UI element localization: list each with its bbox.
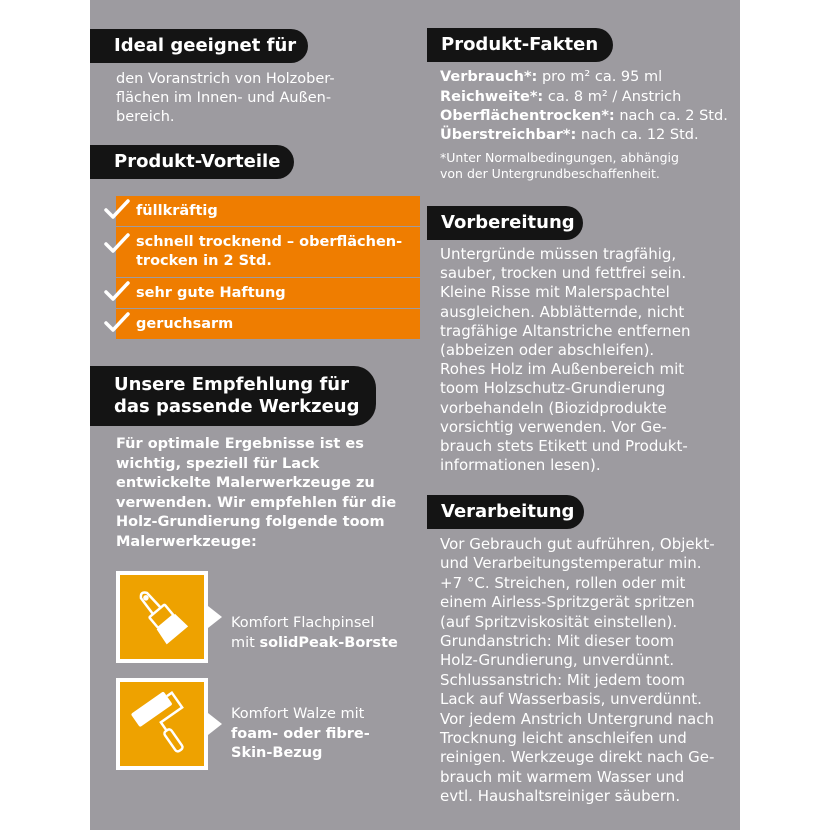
pointer-arrow [208, 713, 222, 735]
fact-label: Überstreichbar*: [440, 127, 577, 143]
fact-label: Oberflächentrocken*: [440, 108, 615, 124]
roller-cover-1: foam- oder fibre- [231, 725, 370, 742]
fact-value: nach ca. 2 Std. [614, 108, 728, 124]
fact-row [440, 68, 662, 88]
brush-tile [116, 571, 208, 663]
empfehlung-heading: Unsere Empfehlung für das passende Werkzeug [90, 366, 376, 426]
fact-value: pro m² ca. 95 ml [537, 69, 663, 85]
fact-label: Reichweite*: [440, 89, 544, 105]
roller-description [231, 705, 370, 764]
paintbrush-icon [120, 575, 204, 659]
pointer-arrow [208, 606, 222, 628]
roller-tile [116, 678, 208, 770]
checkmark-icon [104, 198, 130, 222]
paint-roller-icon [120, 682, 204, 766]
benefit-item-2: schnell trocknend – oberflächen- trocken in 2 Std. [116, 227, 420, 277]
fact-row [440, 88, 681, 108]
benefit-item-4: geruchsarm [116, 309, 420, 339]
fact-row [440, 126, 699, 146]
benefit-item-3: sehr gute Haftung [116, 278, 420, 308]
checkmark-icon [104, 311, 130, 335]
vorbereitung-heading: Vorbereitung [427, 206, 583, 240]
fact-value: ca. 8 m² / Anstrich [543, 89, 682, 105]
benefit-item-1: füllkräftig [116, 196, 420, 226]
brush-bristle: solidPeak-Borste [259, 634, 398, 651]
vorbereitung-text: Untergründe müssen tragfähig, sauber, trocken und fettfrei sein. Kleine Risse mit Malerspachtel ausgleichen. Abblätternde, nicht tragfähige Altanstriche entfernen (abbeizen oder abschleifen). Rohes Holz im Außenbereich mit toom Holzschutz-Grundierung vorbehandeln (Biozidprodukte vorsichtig verwenden. Vor Ge- brauch stets Etikett und Produkt- informationen lesen). [440, 245, 691, 475]
verarbeitung-text: Vor Gebrauch gut aufrühren, Objekt- und Verarbeitungstemperatur min. +7 °C. Streichen, rollen oder mit einem Airless-Spritzgerät spritzen (auf Spritzviskosität einstellen). Grundanstrich: Mit dieser toom Holz-Grundierung, unverdünnt. Schlussanstrich: Mit jedem toom Lack auf Wasserbasis, unverdünnt. Vor jedem Anstrich Untergrund nach Trocknung leicht anschleifen und reinigen. Werkzeuge direkt nach Ge- brauch mit warmem Wasser und evtl. Haushaltsreiniger säubern. [440, 535, 715, 806]
vorteile-heading: Produkt-Vorteile [90, 145, 294, 179]
facts-footnote: *Unter Normalbedingungen, abhängig von der Untergrundbeschaffenheit. [440, 150, 679, 181]
verarbeitung-heading: Verarbeitung [427, 495, 584, 529]
fact-value: nach ca. 12 Std. [576, 127, 699, 143]
brush-description [231, 614, 398, 653]
fact-label: Verbrauch*: [440, 69, 538, 85]
roller-name: Komfort Walze mit [231, 706, 365, 722]
empfehlung-text: Für optimale Ergebnisse ist es wichtig, speziell für Lack entwickelte Malerwerkzeuge zu verwenden. Wir empfehlen für die Holz-Grundierung folgende toom Malerwerkzeuge: [116, 436, 397, 550]
brush-with: mit [231, 634, 260, 651]
ideal-text: den Voranstrich von Holzober- flächen im Innen- und Außen- bereich. [116, 71, 335, 125]
fakten-heading: Produkt-Fakten [427, 28, 613, 62]
checkmark-icon [104, 232, 130, 256]
fact-row [440, 107, 728, 127]
checkmark-icon [104, 280, 130, 304]
brush-name: Komfort Flachpinsel [231, 615, 375, 631]
roller-cover-2: Skin-Bezug [231, 745, 323, 761]
ideal-heading: Ideal geeignet für [90, 29, 308, 63]
